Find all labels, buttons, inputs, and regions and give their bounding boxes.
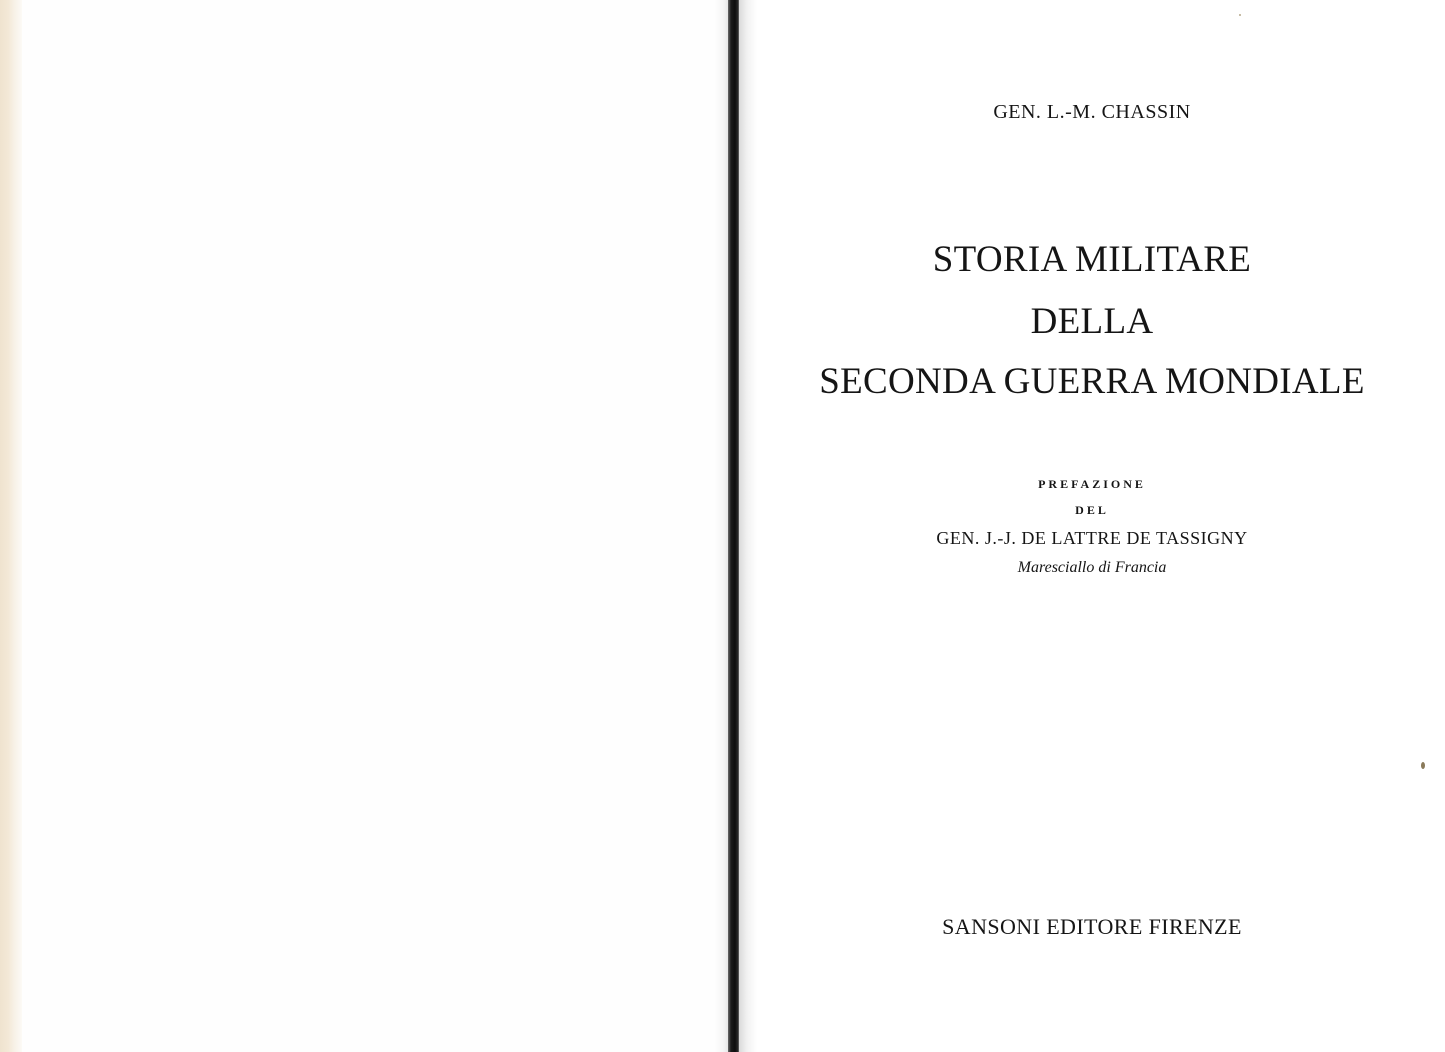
left-page-edge: [0, 0, 22, 1052]
paper-speck: [1421, 762, 1425, 769]
book-title-line-1: STORIA MILITARE: [932, 239, 1252, 280]
preface-connector: DEL: [1075, 503, 1109, 517]
publisher-imprint: SANSONI EDITORE FIRENZE: [942, 914, 1242, 939]
book-spine: [728, 0, 739, 1052]
left-gutter-shadow: [714, 0, 728, 1052]
preface-label: PREFAZIONE: [1038, 477, 1146, 491]
book-title-line-2: DELLA: [1030, 301, 1154, 342]
author-name: GEN. L.-M. CHASSIN: [993, 101, 1191, 123]
paper-speck: [1239, 14, 1241, 16]
preface-author-title: Maresciallo di Francia: [1017, 559, 1167, 576]
right-gutter-shadow: [739, 0, 757, 1052]
preface-author: GEN. J.-J. DE LATTRE DE TASSIGNY: [936, 528, 1248, 548]
book-title-line-3: SECONDA GUERRA MONDIALE: [819, 361, 1365, 402]
title-page: [739, 0, 1445, 1052]
